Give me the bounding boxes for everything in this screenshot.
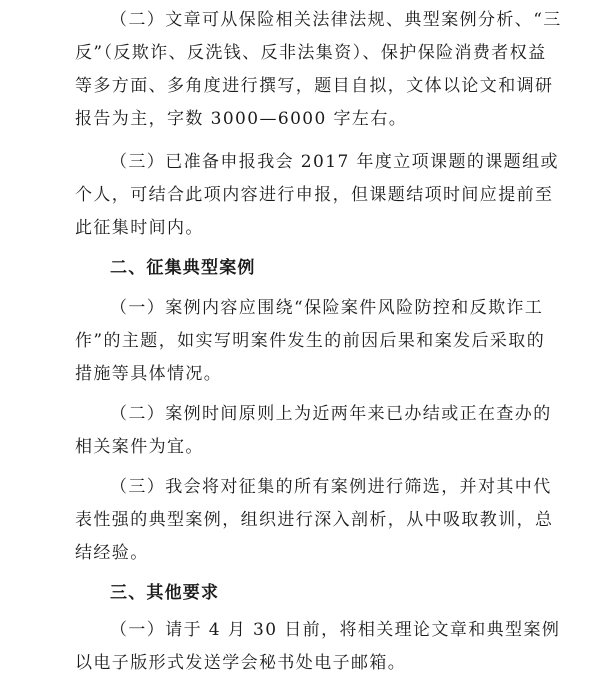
text-line: 反”（反欺诈、反洗钱、反非法集资）、保护保险消费者权益 [75, 43, 547, 63]
text-line: 报告为主，字数 3000—6000 字左右。 [75, 109, 408, 129]
text-line: （一）请于 4 月 30 日前，将相关理论文章和典型案例 [110, 620, 561, 640]
text-line: （一）案例内容应围绕“保险案件风险防控和反欺诈工 [110, 298, 544, 318]
text-line: （二）文章可从保险相关法律法规、典型案例分析、“三 [110, 10, 562, 30]
text-line: （三）已准备申报我会 2017 年度立项课题的课题组或 [110, 152, 559, 172]
section-heading: 二、征集典型案例 [110, 258, 256, 278]
text-line: 措施等具体情况。 [75, 364, 223, 384]
text-line: 等多方面、多角度进行撰写，题目自拟，文体以论文和调研 [75, 76, 554, 96]
section-heading: 三、其他要求 [110, 583, 220, 603]
text-line: 相关案件为宜。 [75, 437, 204, 457]
text-line: 结经验。 [75, 543, 149, 563]
text-line: 此征集时间内。 [75, 218, 204, 238]
text-line: （二）案例时间原则上为近两年来已办结或正在查办的 [110, 404, 552, 424]
text-line: 以电子版形式发送学会秘书处电子邮箱。 [75, 653, 407, 673]
text-line: 作”的主题，如实写明案件发生的前因后果和案发后采取的 [75, 331, 546, 351]
text-line: 个人，可结合此项内容进行申报，但课题结项时间应提前至 [75, 185, 554, 205]
text-line: （三）我会将对征集的所有案例进行筛选，并对其中代 [110, 477, 552, 497]
text-line: 表性强的典型案例，组织进行深入剖析，从中吸取教训，总 [75, 510, 554, 530]
